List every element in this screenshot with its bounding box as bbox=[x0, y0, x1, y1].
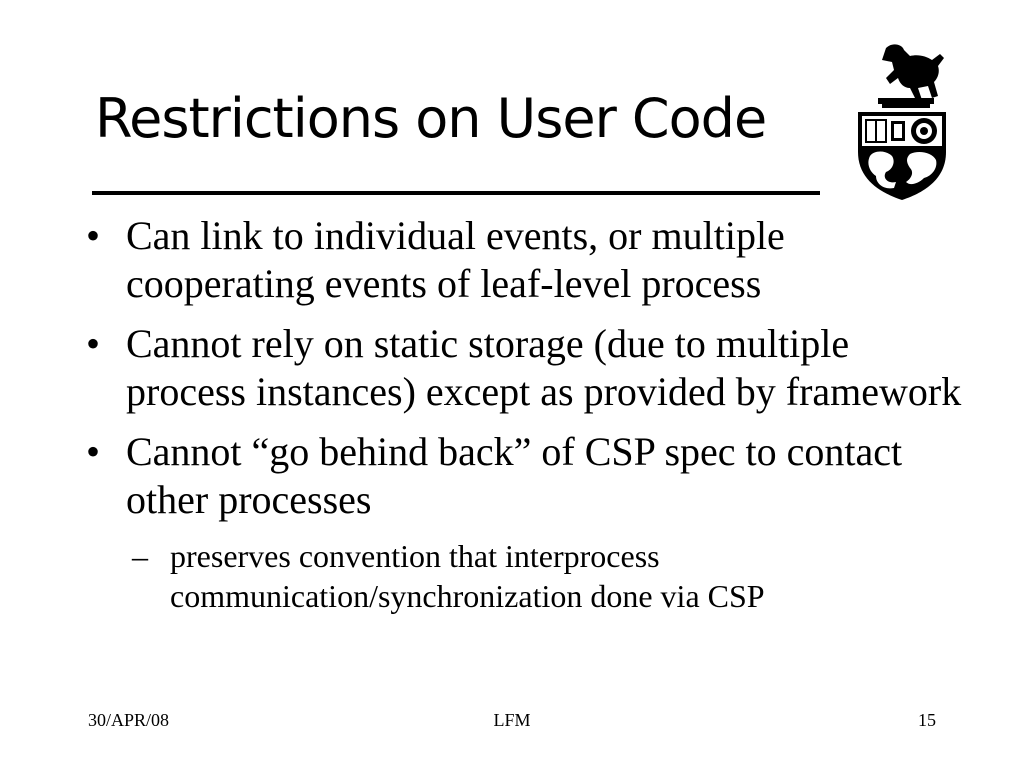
slide-body bbox=[86, 212, 966, 616]
bullet-text: Cannot “go behind back” of CSP spec to contact other processes bbox=[126, 429, 903, 522]
sub-bullet-text: preserves convention that interprocess communication/synchronization done via CSP bbox=[170, 538, 765, 614]
bullet-item bbox=[86, 320, 966, 416]
sub-bullet-item bbox=[86, 536, 966, 616]
bullet-item bbox=[86, 428, 966, 524]
slide-title: Restrictions on User Code bbox=[95, 87, 767, 150]
footer-center-label: LFM bbox=[493, 710, 531, 730]
bullet-marker: • bbox=[86, 213, 101, 258]
bullet-marker: • bbox=[86, 429, 101, 474]
footer-date: 30/APR/08 bbox=[88, 710, 170, 730]
bullet-text: Cannot rely on static storage (due to multiple process instances) except as provided by framework bbox=[126, 321, 962, 414]
footer-page-number: 15 bbox=[918, 710, 936, 730]
sub-bullet-marker: – bbox=[132, 538, 148, 574]
university-crest-icon bbox=[852, 40, 952, 202]
bullet-text: Can link to individual events, or multiple cooperating events of leaf-level process bbox=[126, 213, 785, 306]
bullet-marker: • bbox=[86, 321, 101, 366]
bullet-item bbox=[86, 212, 966, 308]
title-underline bbox=[92, 191, 820, 195]
